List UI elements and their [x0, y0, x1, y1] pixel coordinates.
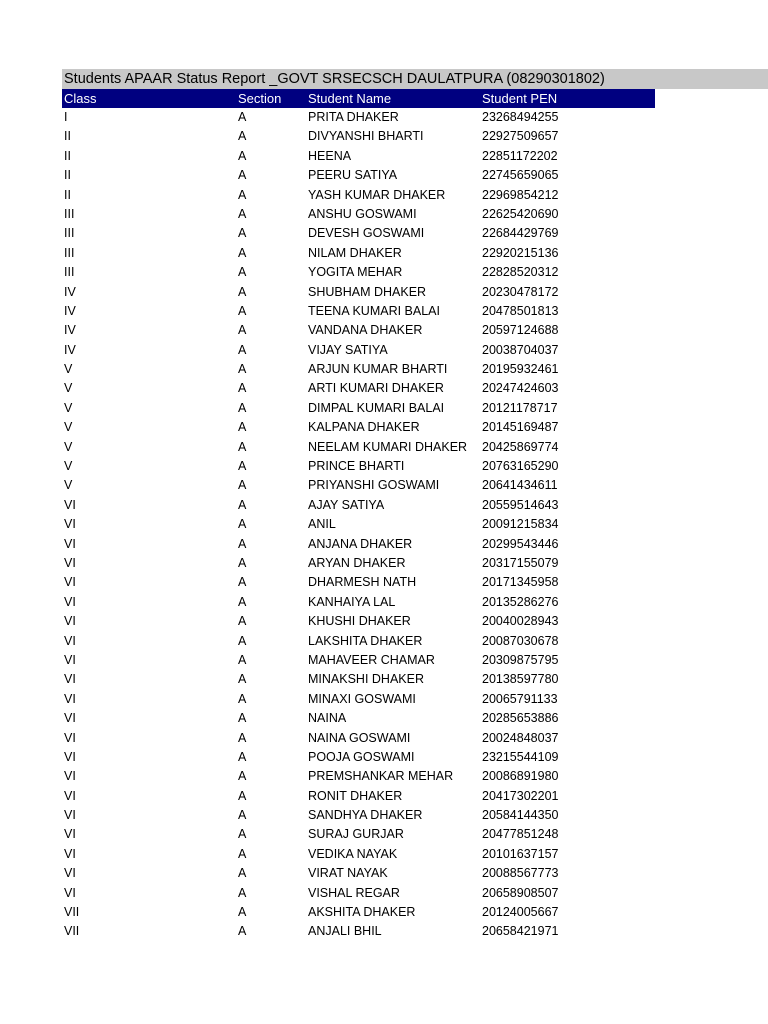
table-row — [62, 263, 655, 282]
cell-student-pen: 20230478172 — [482, 284, 559, 299]
cell-class: I — [64, 110, 68, 124]
cell-class: IV — [64, 303, 76, 318]
cell-class: III — [64, 245, 75, 260]
cell-section: A — [238, 168, 247, 183]
cell-student-name: SHUBHAM DHAKER — [308, 284, 427, 299]
cell-student-pen: 22920215136 — [482, 245, 559, 260]
table-row — [62, 767, 655, 786]
cell-section: A — [238, 808, 247, 823]
cell-student-name: AKSHITA DHAKER — [308, 905, 416, 920]
cell-student-pen: 20065791133 — [482, 691, 558, 706]
table-row — [62, 438, 655, 457]
cell-class: III — [64, 206, 75, 221]
cell-student-pen: 20040028943 — [482, 614, 559, 629]
cell-student-name: ANSHU GOSWAMI — [308, 206, 417, 221]
cell-student-pen: 20091215834 — [482, 517, 559, 532]
cell-class: V — [64, 439, 73, 454]
header-section: Section — [238, 91, 282, 106]
cell-student-name: MINAKSHI DHAKER — [308, 672, 424, 687]
cell-student-pen: 20145169487 — [482, 420, 559, 435]
header-student-name: Student Name — [308, 91, 392, 106]
table-row — [62, 787, 655, 806]
cell-class: VI — [64, 594, 76, 609]
cell-class: VI — [64, 749, 76, 764]
cell-student-name: ARJUN KUMAR BHARTI — [308, 362, 448, 377]
cell-section: A — [238, 846, 247, 861]
cell-student-name: RONIT DHAKER — [308, 788, 403, 803]
cell-class: VI — [64, 652, 76, 667]
cell-student-pen: 22828520312 — [482, 265, 559, 280]
cell-section: A — [238, 788, 247, 803]
table-row — [62, 108, 655, 127]
cell-section: A — [238, 866, 247, 881]
table-row — [62, 515, 655, 534]
table-header — [62, 89, 655, 108]
cell-student-pen: 20038704037 — [482, 342, 559, 357]
cell-class: VI — [64, 575, 76, 590]
cell-class: VII — [64, 905, 80, 920]
cell-class: IV — [64, 284, 76, 299]
cell-section: A — [238, 245, 247, 260]
cell-class: VI — [64, 517, 76, 532]
cell-section: A — [238, 323, 247, 338]
cell-student-pen: 20309875795 — [482, 652, 559, 667]
cell-student-name: NEELAM KUMARI DHAKER — [308, 439, 468, 454]
cell-student-pen: 20425869774 — [482, 439, 559, 454]
cell-student-name: ARYAN DHAKER — [308, 555, 406, 570]
cell-section: A — [238, 187, 247, 202]
cell-student-name: AJAY SATIYA — [308, 497, 385, 512]
cell-student-pen: 20171345958 — [482, 575, 559, 590]
cell-student-pen: 20087030678 — [482, 633, 559, 648]
cell-student-pen: 20763165290 — [482, 459, 559, 474]
cell-section: A — [238, 517, 247, 532]
cell-class: VI — [64, 827, 76, 842]
cell-class: III — [64, 226, 75, 241]
cell-student-pen: 23215544109 — [482, 749, 559, 764]
cell-section: A — [238, 691, 247, 706]
table-row — [62, 321, 655, 340]
table-row — [62, 845, 655, 864]
cell-student-pen: 20247424603 — [482, 381, 559, 396]
cell-student-name: NAINA GOSWAMI — [308, 730, 411, 745]
cell-section: A — [238, 284, 247, 299]
cell-section: A — [238, 769, 247, 784]
cell-class: V — [64, 400, 73, 415]
cell-class: III — [64, 265, 75, 280]
cell-student-name: MAHAVEER CHAMAR — [308, 652, 435, 667]
table-row — [62, 864, 655, 883]
cell-class: VI — [64, 711, 76, 726]
table-row — [62, 709, 655, 728]
cell-section: A — [238, 536, 247, 551]
cell-class: VI — [64, 769, 76, 784]
cell-class: V — [64, 381, 73, 396]
cell-section: A — [238, 614, 247, 629]
cell-student-name: POOJA GOSWAMI — [308, 749, 415, 764]
cell-student-pen: 20641434611 — [482, 478, 558, 493]
cell-student-pen: 22745659065 — [482, 168, 559, 183]
table-row — [62, 457, 655, 476]
table-row — [62, 651, 655, 670]
cell-student-pen: 20477851248 — [482, 827, 559, 842]
cell-student-pen: 20597124688 — [482, 323, 559, 338]
table-row — [62, 166, 655, 185]
cell-section: A — [238, 827, 247, 842]
table-row — [62, 244, 655, 263]
cell-student-pen: 20101637157 — [482, 846, 559, 861]
table-row — [62, 554, 655, 573]
cell-class: V — [64, 478, 73, 493]
cell-class: II — [64, 168, 71, 183]
cell-section: A — [238, 381, 247, 396]
cell-student-pen: 20088567773 — [482, 866, 559, 881]
cell-section: A — [238, 575, 247, 590]
cell-class: II — [64, 148, 71, 163]
cell-student-name: NAINA — [308, 711, 347, 726]
table-row — [62, 632, 655, 651]
cell-section: A — [238, 672, 247, 687]
cell-student-pen: 22969854212 — [482, 187, 559, 202]
table-row — [62, 535, 655, 554]
cell-section: A — [238, 110, 247, 124]
cell-section: A — [238, 148, 247, 163]
cell-class: VI — [64, 497, 76, 512]
table-row — [62, 186, 655, 205]
cell-class: II — [64, 187, 71, 202]
cell-class: VI — [64, 633, 76, 648]
table-row — [62, 476, 655, 495]
cell-section: A — [238, 226, 247, 241]
table-row — [62, 825, 655, 844]
cell-section: A — [238, 362, 247, 377]
cell-student-pen: 20285653886 — [482, 711, 559, 726]
header-student-pen: Student PEN — [482, 91, 558, 106]
cell-student-name: KANHAIYA LAL — [308, 594, 396, 609]
cell-section: A — [238, 885, 247, 900]
cell-student-name: VIJAY SATIYA — [308, 342, 388, 357]
cell-section: A — [238, 420, 247, 435]
cell-section: A — [238, 478, 247, 493]
table-row — [62, 690, 655, 709]
table-row — [62, 283, 655, 302]
cell-student-pen: 20195932461 — [482, 362, 559, 377]
cell-student-pen: 20658421971 — [482, 924, 559, 939]
cell-class: VII — [64, 924, 80, 939]
cell-section: A — [238, 459, 247, 474]
header-class: Class — [64, 91, 97, 106]
cell-student-pen: 20478501813 — [482, 303, 559, 318]
table-row — [62, 903, 655, 922]
cell-student-name: DIVYANSHI BHARTI — [308, 129, 424, 144]
cell-student-name: YASH KUMAR DHAKER — [308, 187, 446, 202]
cell-student-pen: 22684429769 — [482, 226, 559, 241]
table-row — [62, 302, 655, 321]
cell-class: IV — [64, 342, 76, 357]
cell-section: A — [238, 555, 247, 570]
cell-student-pen: 22625420690 — [482, 206, 559, 221]
cell-student-name: ANJALI BHIL — [308, 924, 382, 939]
cell-student-pen: 20024848037 — [482, 730, 559, 745]
table-row — [62, 147, 655, 166]
cell-class: VI — [64, 846, 76, 861]
table-row — [62, 573, 655, 592]
cell-student-pen: 20135286276 — [482, 594, 559, 609]
cell-class: VI — [64, 536, 76, 551]
cell-student-pen: 20317155079 — [482, 555, 559, 570]
table-row — [62, 884, 655, 903]
cell-student-name: PRIYANSHI GOSWAMI — [308, 478, 440, 493]
cell-section: A — [238, 439, 247, 454]
cell-section: A — [238, 342, 247, 357]
cell-class: VI — [64, 885, 76, 900]
cell-section: A — [238, 711, 247, 726]
table-row — [62, 806, 655, 825]
cell-student-name: PRITA DHAKER — [308, 110, 399, 124]
cell-student-name: PEERU SATIYA — [308, 168, 398, 183]
cell-student-name: VIRAT NAYAK — [308, 866, 388, 881]
cell-student-name: ANIL — [308, 517, 336, 532]
cell-class: IV — [64, 323, 76, 338]
cell-student-pen: 20121178717 — [482, 400, 558, 415]
cell-class: VI — [64, 730, 76, 745]
cell-class: V — [64, 362, 73, 377]
cell-section: A — [238, 652, 247, 667]
table-row — [62, 127, 655, 146]
cell-student-name: VEDIKA NAYAK — [308, 846, 398, 861]
table-row — [62, 205, 655, 224]
cell-student-name: VANDANA DHAKER — [308, 323, 423, 338]
table-row — [62, 748, 655, 767]
cell-student-pen: 22851172202 — [482, 148, 558, 163]
cell-student-name: DIMPAL KUMARI BALAI — [308, 400, 445, 415]
cell-student-name: TEENA KUMARI BALAI — [308, 303, 440, 318]
table-row — [62, 729, 655, 748]
cell-class: VI — [64, 614, 76, 629]
cell-section: A — [238, 265, 247, 280]
table-row — [62, 379, 655, 398]
cell-student-pen: 20124005667 — [482, 905, 559, 920]
cell-section: A — [238, 594, 247, 609]
cell-section: A — [238, 129, 247, 144]
cell-student-name: LAKSHITA DHAKER — [308, 633, 423, 648]
cell-class: VI — [64, 808, 76, 823]
table-row — [62, 341, 655, 360]
cell-class: VI — [64, 866, 76, 881]
cell-class: II — [64, 129, 71, 144]
table-body — [62, 108, 655, 942]
cell-student-name: KHUSHI DHAKER — [308, 614, 411, 629]
cell-student-pen: 22927509657 — [482, 129, 559, 144]
cell-student-name: PRINCE BHARTI — [308, 459, 405, 474]
cell-student-name: SANDHYA DHAKER — [308, 808, 423, 823]
table-row — [62, 496, 655, 515]
cell-section: A — [238, 400, 247, 415]
cell-student-name: SURAJ GURJAR — [308, 827, 404, 842]
cell-student-name: KALPANA DHAKER — [308, 420, 420, 435]
cell-student-pen: 20584144350 — [482, 808, 559, 823]
cell-class: VI — [64, 691, 76, 706]
cell-student-name: ARTI KUMARI DHAKER — [308, 381, 444, 396]
cell-student-name: NILAM DHAKER — [308, 245, 402, 260]
cell-student-pen: 20138597780 — [482, 672, 559, 687]
cell-student-name: MINAXI GOSWAMI — [308, 691, 416, 706]
cell-section: A — [238, 730, 247, 745]
table-row — [62, 418, 655, 437]
report-title: Students APAAR Status Report _GOVT SRSECSCH DAULATPURA (08290301802) — [62, 69, 768, 89]
cell-section: A — [238, 905, 247, 920]
cell-section: A — [238, 633, 247, 648]
cell-student-pen: 20417302201 — [482, 788, 559, 803]
cell-student-pen: 20086891980 — [482, 769, 559, 784]
cell-section: A — [238, 749, 247, 764]
cell-student-pen: 23268494255 — [482, 110, 559, 124]
cell-student-pen: 20658908507 — [482, 885, 559, 900]
table-row — [62, 224, 655, 243]
cell-student-name: HEENA — [308, 148, 352, 163]
table-row — [62, 612, 655, 631]
table-row — [62, 360, 655, 379]
cell-student-pen: 20559514643 — [482, 497, 559, 512]
cell-student-name: VISHAL REGAR — [308, 885, 400, 900]
cell-section: A — [238, 206, 247, 221]
cell-student-name: PREMSHANKAR MEHAR — [308, 769, 454, 784]
cell-student-name: DEVESH GOSWAMI — [308, 226, 425, 241]
cell-section: A — [238, 924, 247, 939]
table-row — [62, 399, 655, 418]
cell-section: A — [238, 303, 247, 318]
cell-class: VI — [64, 788, 76, 803]
cell-student-name: YOGITA MEHAR — [308, 265, 403, 280]
cell-student-name: DHARMESH NATH — [308, 575, 417, 590]
cell-student-name: ANJANA DHAKER — [308, 536, 413, 551]
table-row — [62, 922, 655, 941]
cell-class: V — [64, 420, 73, 435]
cell-student-pen: 20299543446 — [482, 536, 559, 551]
cell-class: VI — [64, 555, 76, 570]
cell-class: VI — [64, 672, 76, 687]
cell-section: A — [238, 497, 247, 512]
table-row — [62, 593, 655, 612]
table-row — [62, 670, 655, 689]
cell-class: V — [64, 459, 73, 474]
student-table — [62, 89, 655, 942]
